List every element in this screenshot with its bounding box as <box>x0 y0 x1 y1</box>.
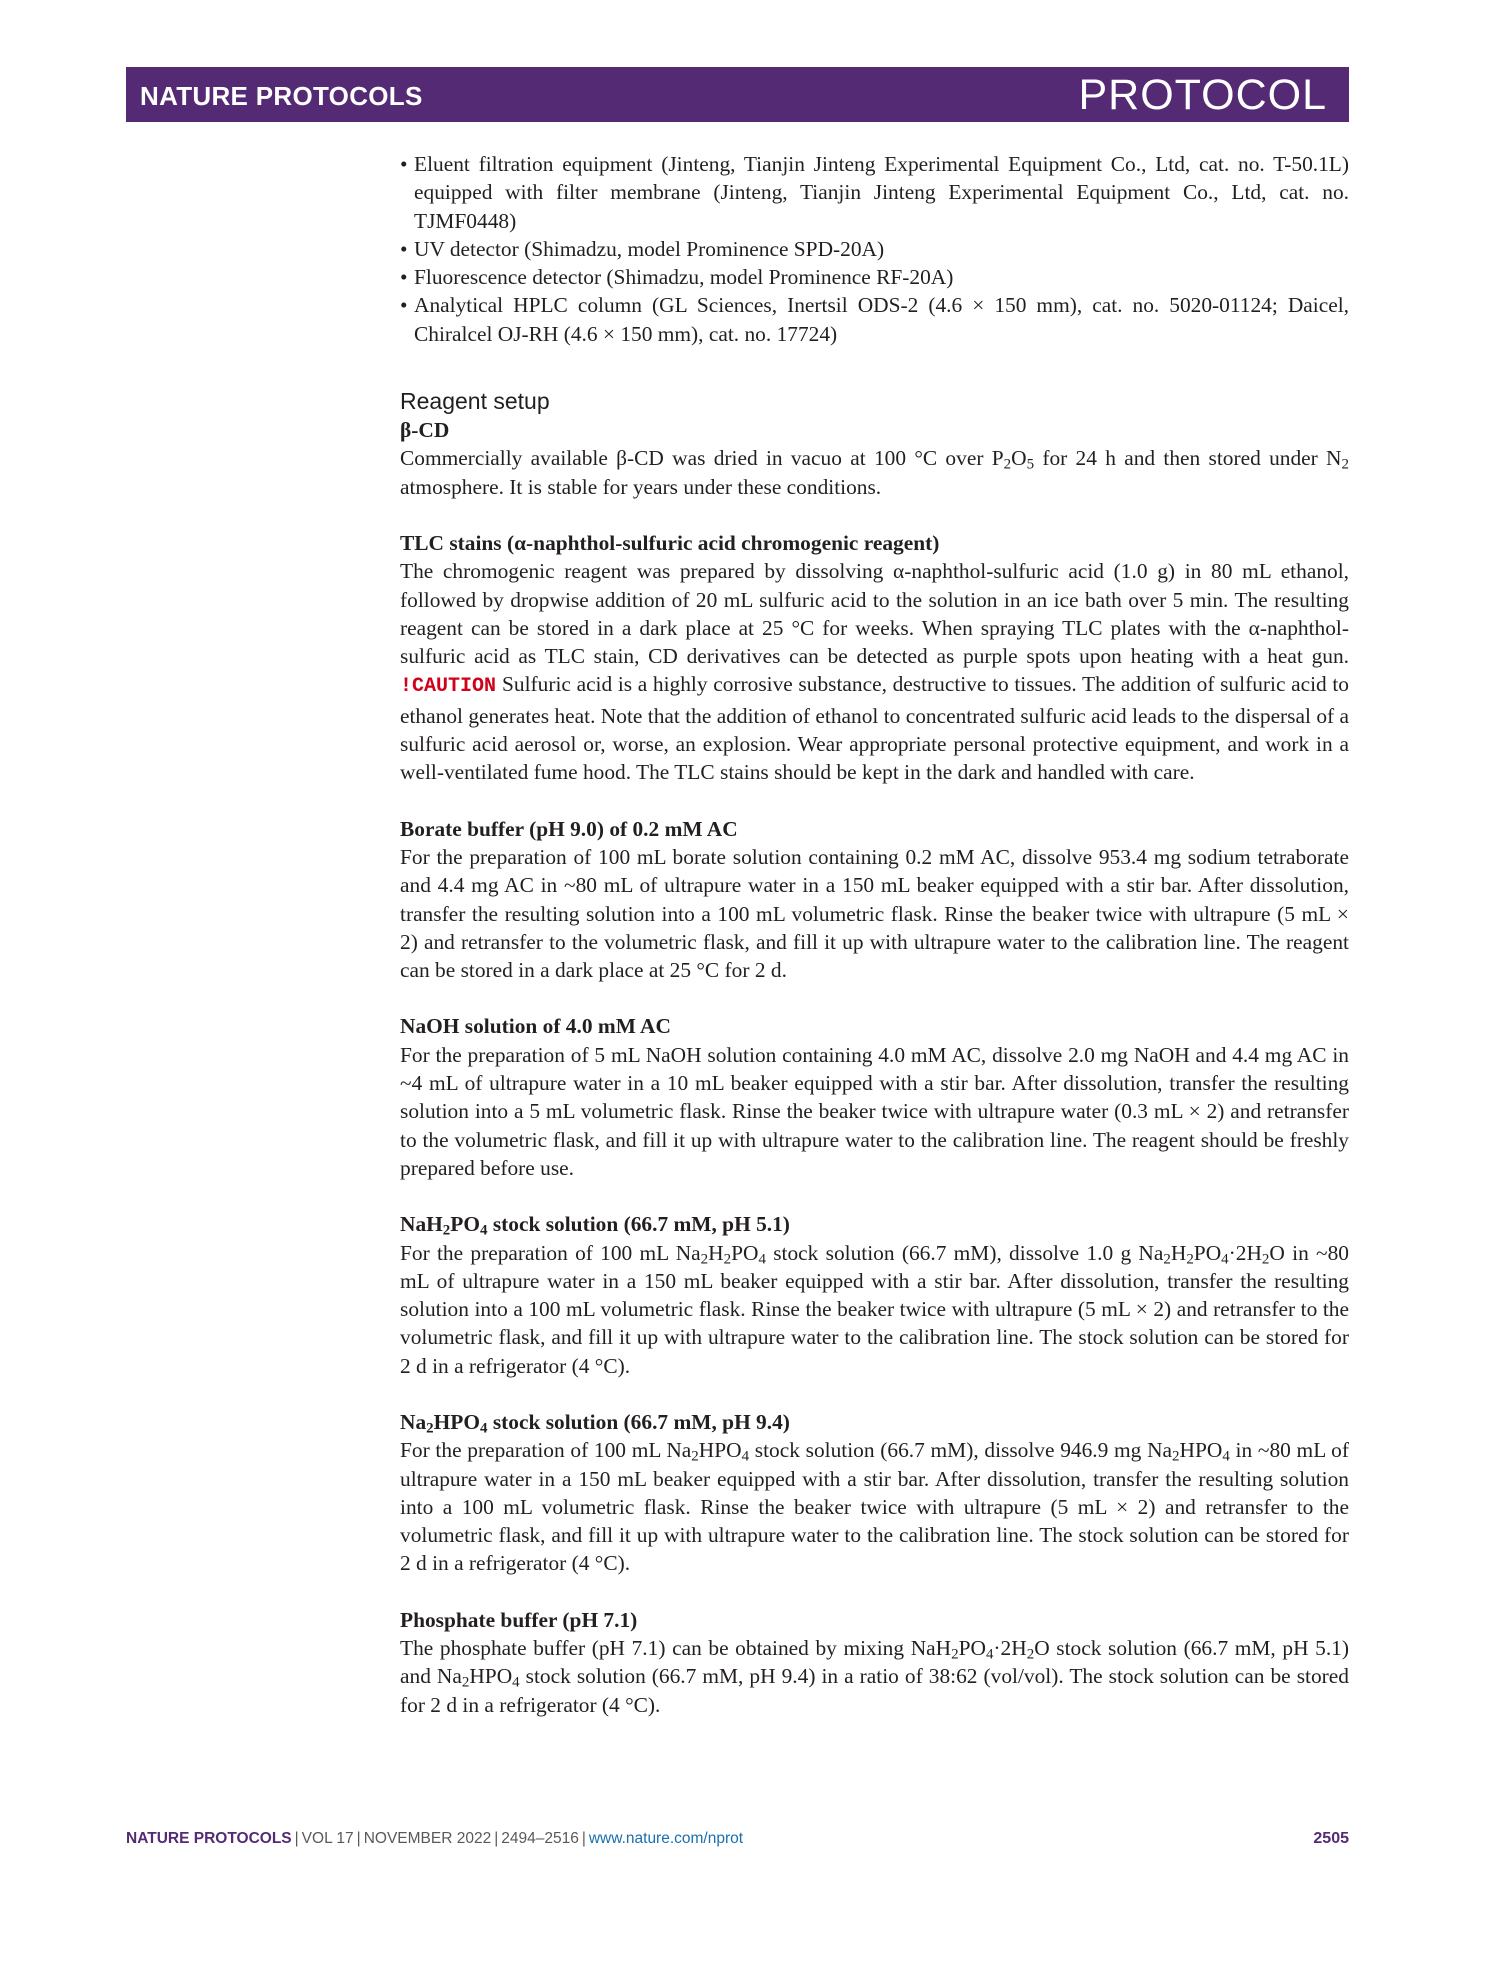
section-heading-reagent-setup: Reagent setup <box>400 388 550 415</box>
footer-url-link[interactable]: www.nature.com/nprot <box>588 1830 744 1847</box>
reagent-phosphate-buffer <box>400 1606 1349 1719</box>
header-bar <box>126 67 1349 122</box>
subheading-beta-cd: β-CD <box>400 418 450 443</box>
footer-volume: VOL 17 <box>301 1830 354 1847</box>
bullet-icon: • <box>400 265 408 290</box>
paragraph-beta-cd: Commercially available β-CD was dried in vacuo at 100 °C over $P_2O_5$ for 24 h and then stored under $N_2$ atmosphere. It is stable for years under these conditions. <box>400 446 1349 499</box>
paragraph-phosphate-buffer: The phosphate buffer (pH 7.1) can be obtained by mixing $NaH_2PO_4\cdot 2H_2O$ stock solution (66.7 mM, pH 5.1) and $Na_2HPO_4$ stock solution (66.7 mM, pH 9.4) in a ratio of 38:62 (vol/vol). The stock solution can be stored for 2 d in a refrigerator (4 °C). <box>400 1636 1349 1717</box>
subheading-phosphate-buffer: Phosphate buffer (pH 7.1) <box>400 1607 638 1632</box>
list-item: • Analytical HPLC column (GL Sciences, Inertsil ODS-2 (4.6 × 150 mm), cat. no. 5020-01124; Daicel, Chiralcel OJ-RH (4.6 × 150 mm), cat. no. 17724) <box>400 293 1349 346</box>
reagent-borate-buffer <box>400 815 1349 985</box>
subheading-borate-buffer: Borate buffer (pH 9.0) of 0.2 mM AC <box>400 816 738 841</box>
subheading-tlc-stains: TLC stains (α-naphthol-sulfuric acid chromogenic reagent) <box>400 530 940 555</box>
page-footer: NATURE PROTOCOLS | VOL 17 | NOVEMBER 2022 | 2494–2516 | www.nature.com/nprot 2505 <box>126 1830 1349 1847</box>
main-content <box>400 150 1349 1719</box>
footer-date: NOVEMBER 2022 <box>363 1830 492 1847</box>
caution-label: !CAUTION <box>400 675 497 699</box>
footer-pages: 2494–2516 <box>501 1830 579 1847</box>
list-item: • UV detector (Shimadzu, model Prominence SPD-20A) <box>400 235 1349 263</box>
reagent-beta-cd <box>400 416 1349 501</box>
list-item: • Fluorescence detector (Shimadzu, model Prominence RF-20A) <box>400 263 1349 291</box>
page-number: 2505 <box>1313 1830 1349 1847</box>
paragraph-tlc-stains: The chromogenic reagent was prepared by dissolving α-naphthol-sulfuric acid (1.0 g) in 80 mL ethanol, followed by dropwise addition of 20 mL sulfuric acid to the solution in an ice bath over 5 min. The resulting reagent can be stored in a dark place at 25 °C for weeks. When spraying TLC plates with the α-naphthol-sulfuric acid as TLC stain, CD derivatives can be detected as purple spots upon heating with a heat gun. !CAUTION Sulfuric acid is a highly corrosive substance, destructive to tissues. The addition of sulfuric acid to ethanol generates heat. Note that the addition of ethanol to concentrated sulfuric acid leads to the dispersal of a sulfuric acid aerosol or, worse, an explosion. Wear appropriate personal protective equipment, and work in a well-ventilated fume hood. The TLC stains should be kept in the dark and handled with care. <box>400 559 1349 785</box>
bullet-icon: • <box>400 152 408 176</box>
footer-journal: NATURE PROTOCOLS <box>126 1830 292 1847</box>
subheading-nah2po4-stock: $NaH_2PO_4$ stock solution (66.7 mM, pH 5.1) <box>400 1212 790 1239</box>
paragraph-naoh-solution: For the preparation of 5 mL NaOH solution containing 4.0 mM AC, dissolve 2.0 mg NaOH and 4.4 mg AC in ~4 mL of ultrapure water in a 10 mL beaker equipped with a stir bar. After dissolution, transfer the resulting solution into a 5 mL volumetric flask. Rinse the beaker twice with ultrapure water (0.3 mL × 2) and retransfer to the volumetric flask, and fill it up with ultrapure water to the calibration line. The reagent should be freshly prepared before use. <box>400 1042 1349 1180</box>
equipment-list <box>400 150 1349 348</box>
paragraph-na2hpo4-stock: For the preparation of 100 mL $Na_2HPO_4$ stock solution (66.7 mM), dissolve 946.9 mg $Na_2HPO_4$ in ~80 mL of ultrapure water in a 150 mL beaker equipped with a stir bar. After dissolution, transfer the resulting solution into a 100 mL volumetric flask. Rinse the beaker twice with ultrapure (5 mL × 2) and retransfer to the volumetric flask, and fill it up with ultrapure water to the calibration line. The stock solution can be stored for 2 d in a refrigerator (4 °C). <box>400 1438 1349 1576</box>
journal-name: NATURE PROTOCOLS <box>140 81 423 111</box>
list-item: • Eluent filtration equipment (Jinteng, Tianjin Jinteng Experimental Equipment Co., Ltd, cat. no. T-50.1L) equipped with filter membrane (Jinteng, Tianjin Jinteng Experimental Equipment Co., Ltd, cat. no. TJMF0448) <box>400 152 1349 233</box>
reagent-tlc-stains <box>400 529 1349 787</box>
subheading-naoh-solution: NaOH solution of 4.0 mM AC <box>400 1014 671 1039</box>
article-type-label: PROTOCOL <box>1078 71 1327 119</box>
reagent-na2hpo4-stock <box>400 1408 1349 1578</box>
bullet-icon: • <box>400 293 408 318</box>
subheading-na2hpo4-stock: $Na_2HPO_4$ stock solution (66.7 mM, pH 9.4) <box>400 1409 790 1437</box>
bullet-icon: • <box>400 236 408 261</box>
paragraph-nah2po4-stock: For the preparation of 100 mL $Na_2H_2PO_4$ stock solution (66.7 mM), dissolve 1.0 g $Na_2H_2PO_4\cdot 2H_2O$ in ~80 mL of ultrapure water in a 150 mL beaker equipped with a stir bar. After dissolution, transfer the resulting solution into a 100 mL volumetric flask. Rinse the beaker twice with ultrapure (5 mL × 2) and retransfer to the volumetric flask, and fill it up with ultrapure water to the calibration line. The stock solution can be stored for 2 d in a refrigerator (4 °C). <box>400 1240 1350 1378</box>
reagent-naoh-solution <box>400 1012 1349 1182</box>
reagent-nah2po4-stock <box>400 1210 1349 1380</box>
paragraph-borate-buffer: For the preparation of 100 mL borate solution containing 0.2 mM AC, dissolve 953.4 mg sodium tetraborate and 4.4 mg AC in ~80 mL of ultrapure water in a 150 mL beaker equipped with a stir bar. After dissolution, transfer the resulting solution into a 100 mL volumetric flask. Rinse the beaker twice with ultrapure (5 mL × 2) and retransfer to the volumetric flask, and fill it up with ultrapure water to the calibration line. The reagent can be stored in a dark place at 25 °C for 2 d. <box>400 844 1349 983</box>
